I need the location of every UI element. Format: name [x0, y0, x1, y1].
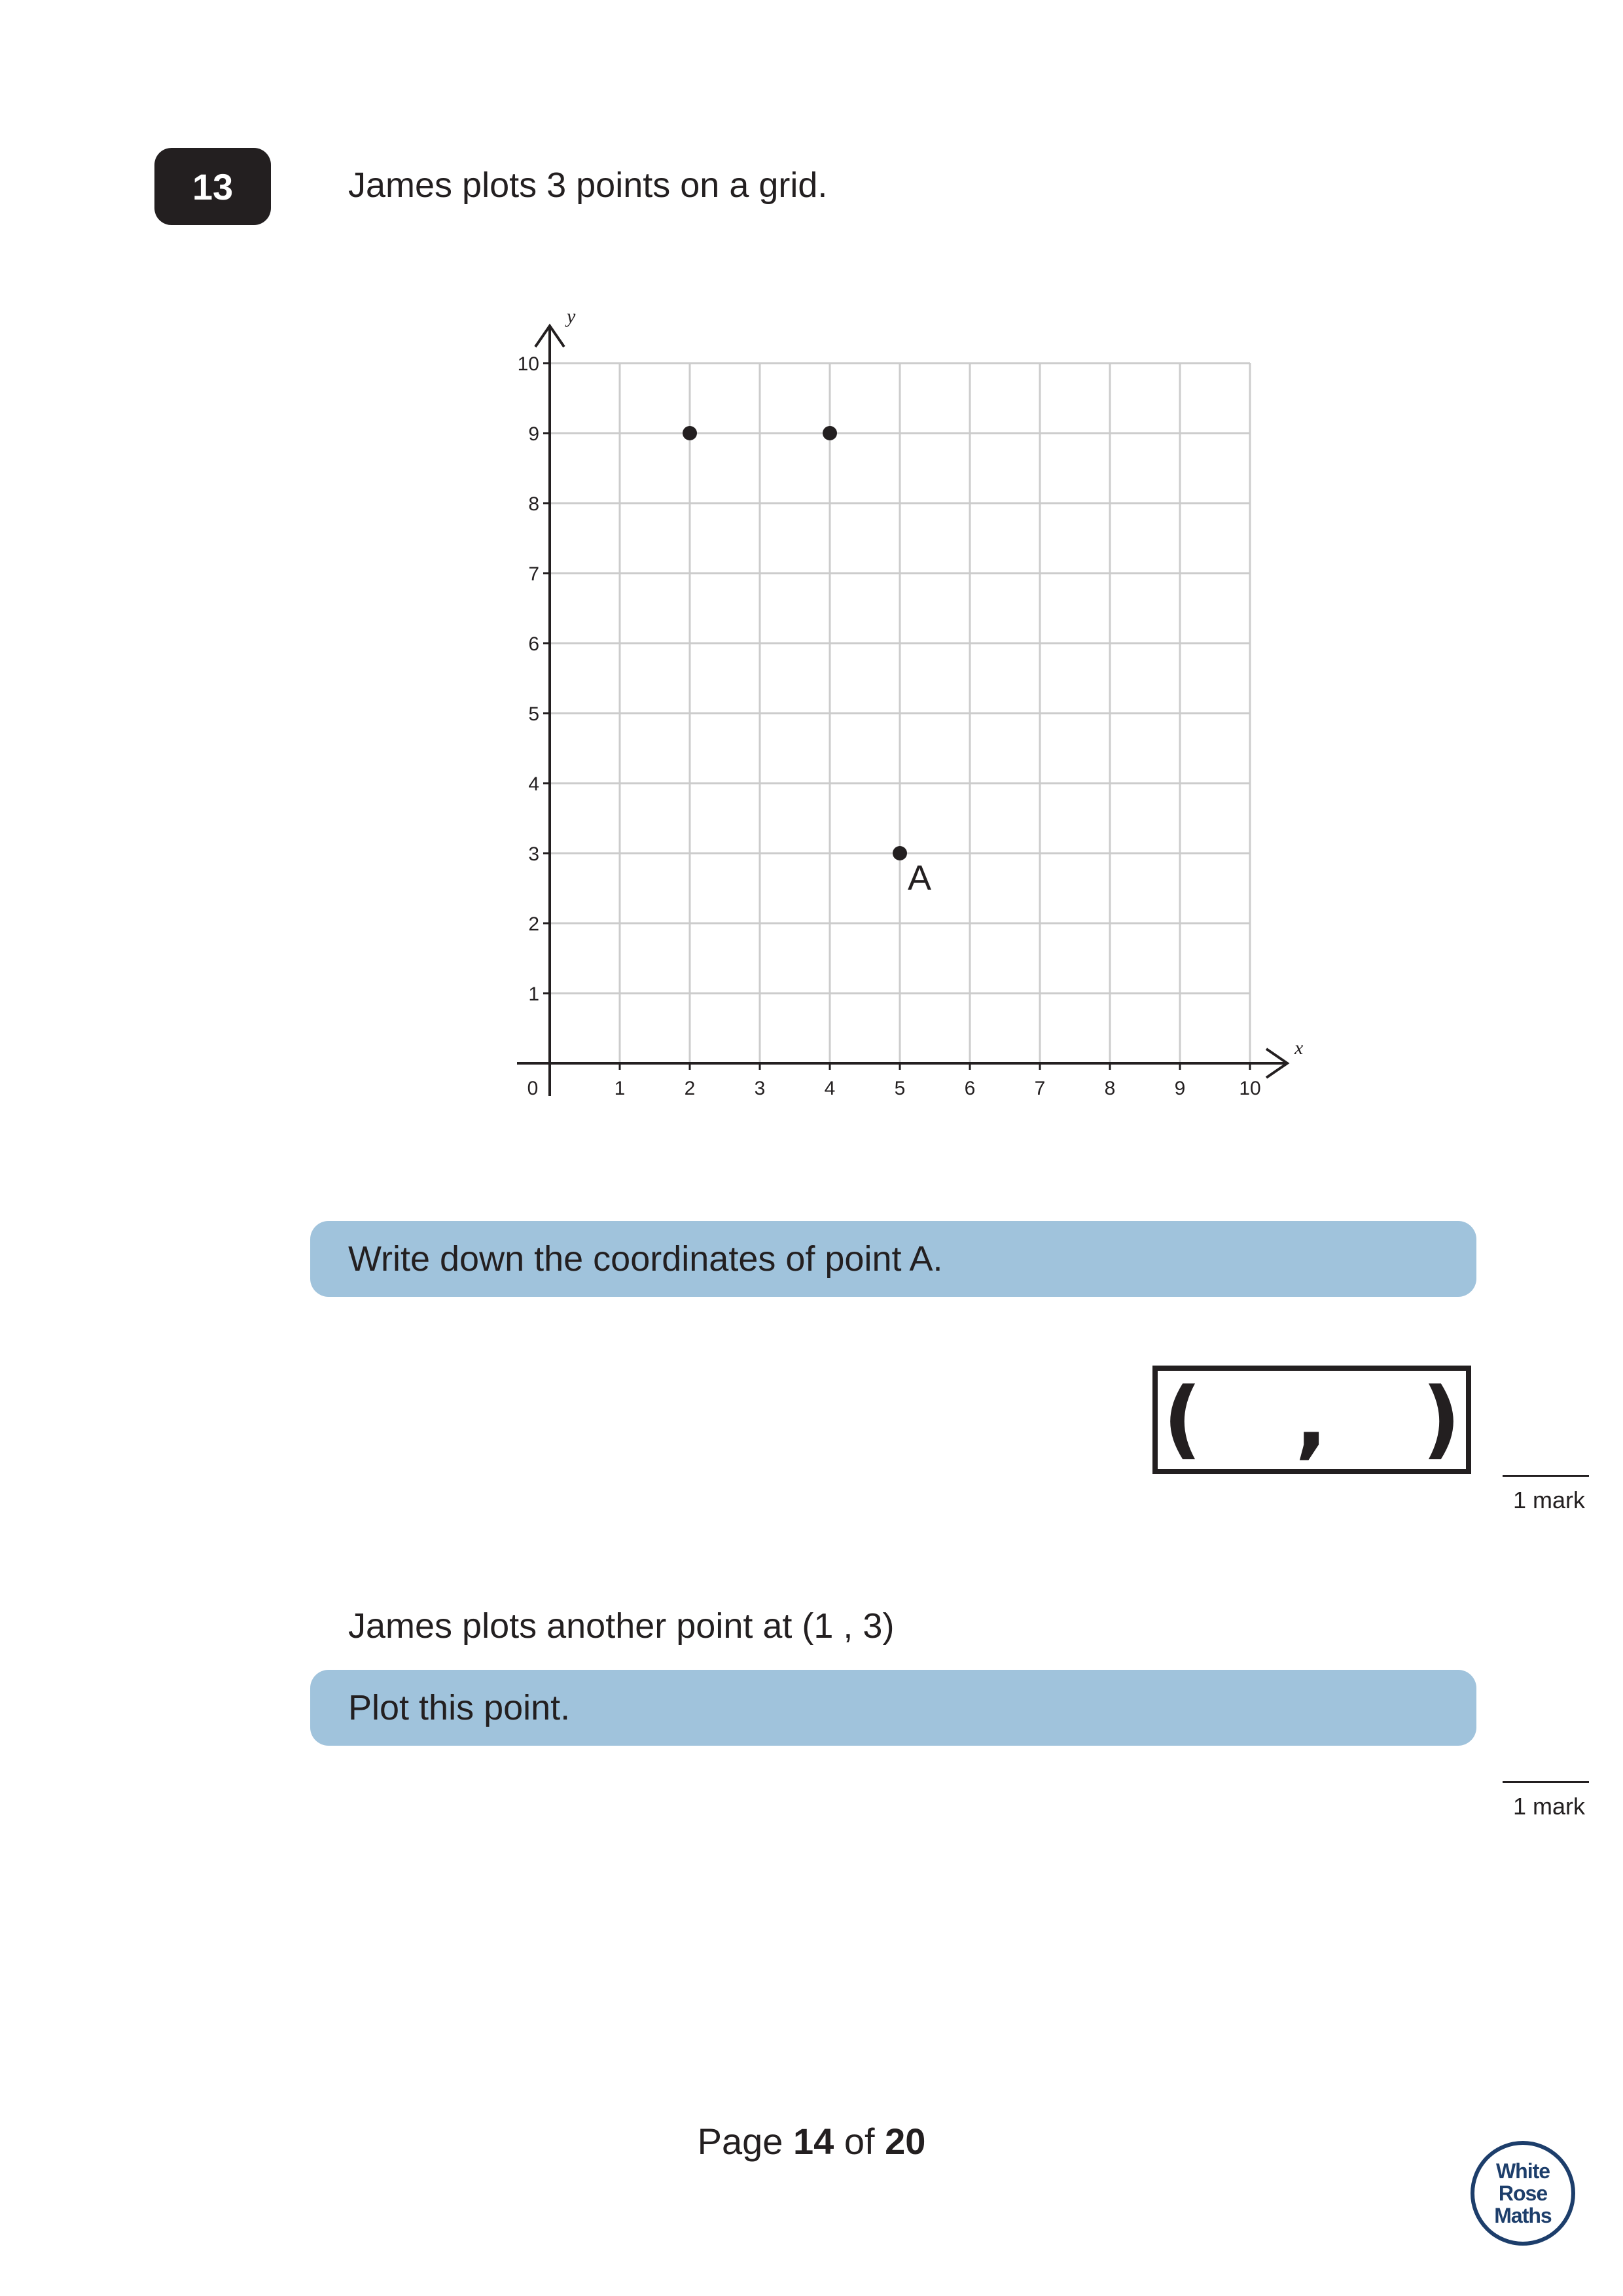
- footer-page-total: 20: [885, 2121, 926, 2162]
- axes: [517, 326, 1287, 1096]
- y-tick-label: 6: [528, 633, 539, 655]
- part-b-statement: James plots another point at (1 , 3): [348, 1606, 895, 1646]
- y-tick-label: 9: [528, 423, 539, 445]
- marks-label-b: 1 mark: [1512, 1793, 1585, 1820]
- instruction-panel-a: [310, 1221, 1476, 1297]
- y-tick-label: 5: [528, 703, 539, 725]
- x-tick-label: 7: [1034, 1078, 1046, 1099]
- point-label: A: [908, 858, 932, 898]
- instruction-panel-b: [310, 1670, 1476, 1746]
- y-tick-label: 4: [528, 773, 539, 795]
- question-number-badge: [154, 148, 271, 225]
- x-tick-label: 2: [684, 1078, 696, 1099]
- answer-close-paren: ): [1421, 1369, 1461, 1468]
- logo-line-1: White: [1495, 2159, 1550, 2183]
- question-intro: James plots 3 points on a grid.: [348, 166, 828, 205]
- y-axis-label: y: [567, 306, 576, 327]
- x-tick-label: 9: [1174, 1078, 1186, 1099]
- x-tick-label: 3: [754, 1078, 766, 1099]
- y-tick-label: 7: [528, 563, 539, 585]
- y-tick-label: 1: [528, 983, 539, 1005]
- x-axis-label: x: [1294, 1037, 1304, 1059]
- footer-of-word: of: [844, 2121, 875, 2162]
- origin-label: 0: [527, 1078, 539, 1099]
- footer-page-number: 14: [793, 2121, 834, 2162]
- data-point: [893, 846, 907, 860]
- instruction-a-text: Write down the coordinates of point A.: [348, 1239, 943, 1279]
- plotted-points: [683, 426, 931, 898]
- x-tick-label: 1: [614, 1078, 626, 1099]
- logo-line-2: Rose: [1498, 2181, 1548, 2205]
- coordinate-answer-box[interactable]: [1152, 1366, 1471, 1474]
- white-rose-maths-logo: [1471, 2141, 1575, 2246]
- footer-page-word: Page: [697, 2121, 783, 2162]
- y-tick-label: 3: [528, 843, 539, 865]
- question-number: 13: [192, 166, 234, 207]
- answer-open-paren: (: [1163, 1369, 1202, 1468]
- y-tick-label: 2: [528, 913, 539, 935]
- tick-labels: [518, 306, 1304, 1099]
- mark-divider-a: [1503, 1475, 1589, 1477]
- x-tick-label: 10: [1239, 1078, 1261, 1099]
- data-point: [823, 426, 837, 440]
- instruction-b-text: Plot this point.: [348, 1688, 571, 1727]
- grid-lines: [550, 363, 1250, 1063]
- x-tick-label: 5: [894, 1078, 906, 1099]
- y-tick-label: 8: [528, 493, 539, 515]
- mark-divider-b: [1503, 1781, 1589, 1783]
- x-tick-label: 8: [1104, 1078, 1116, 1099]
- x-tick-label: 4: [824, 1078, 836, 1099]
- page-footer: [0, 2120, 1623, 2163]
- data-point: [683, 426, 697, 440]
- answer-comma: ,: [1295, 1369, 1328, 1468]
- logo-line-3: Maths: [1494, 2204, 1552, 2227]
- x-tick-label: 6: [964, 1078, 976, 1099]
- y-tick-label: 10: [517, 353, 539, 375]
- coordinate-grid[interactable]: [484, 288, 1309, 1125]
- marks-label-a: 1 mark: [1512, 1487, 1585, 1513]
